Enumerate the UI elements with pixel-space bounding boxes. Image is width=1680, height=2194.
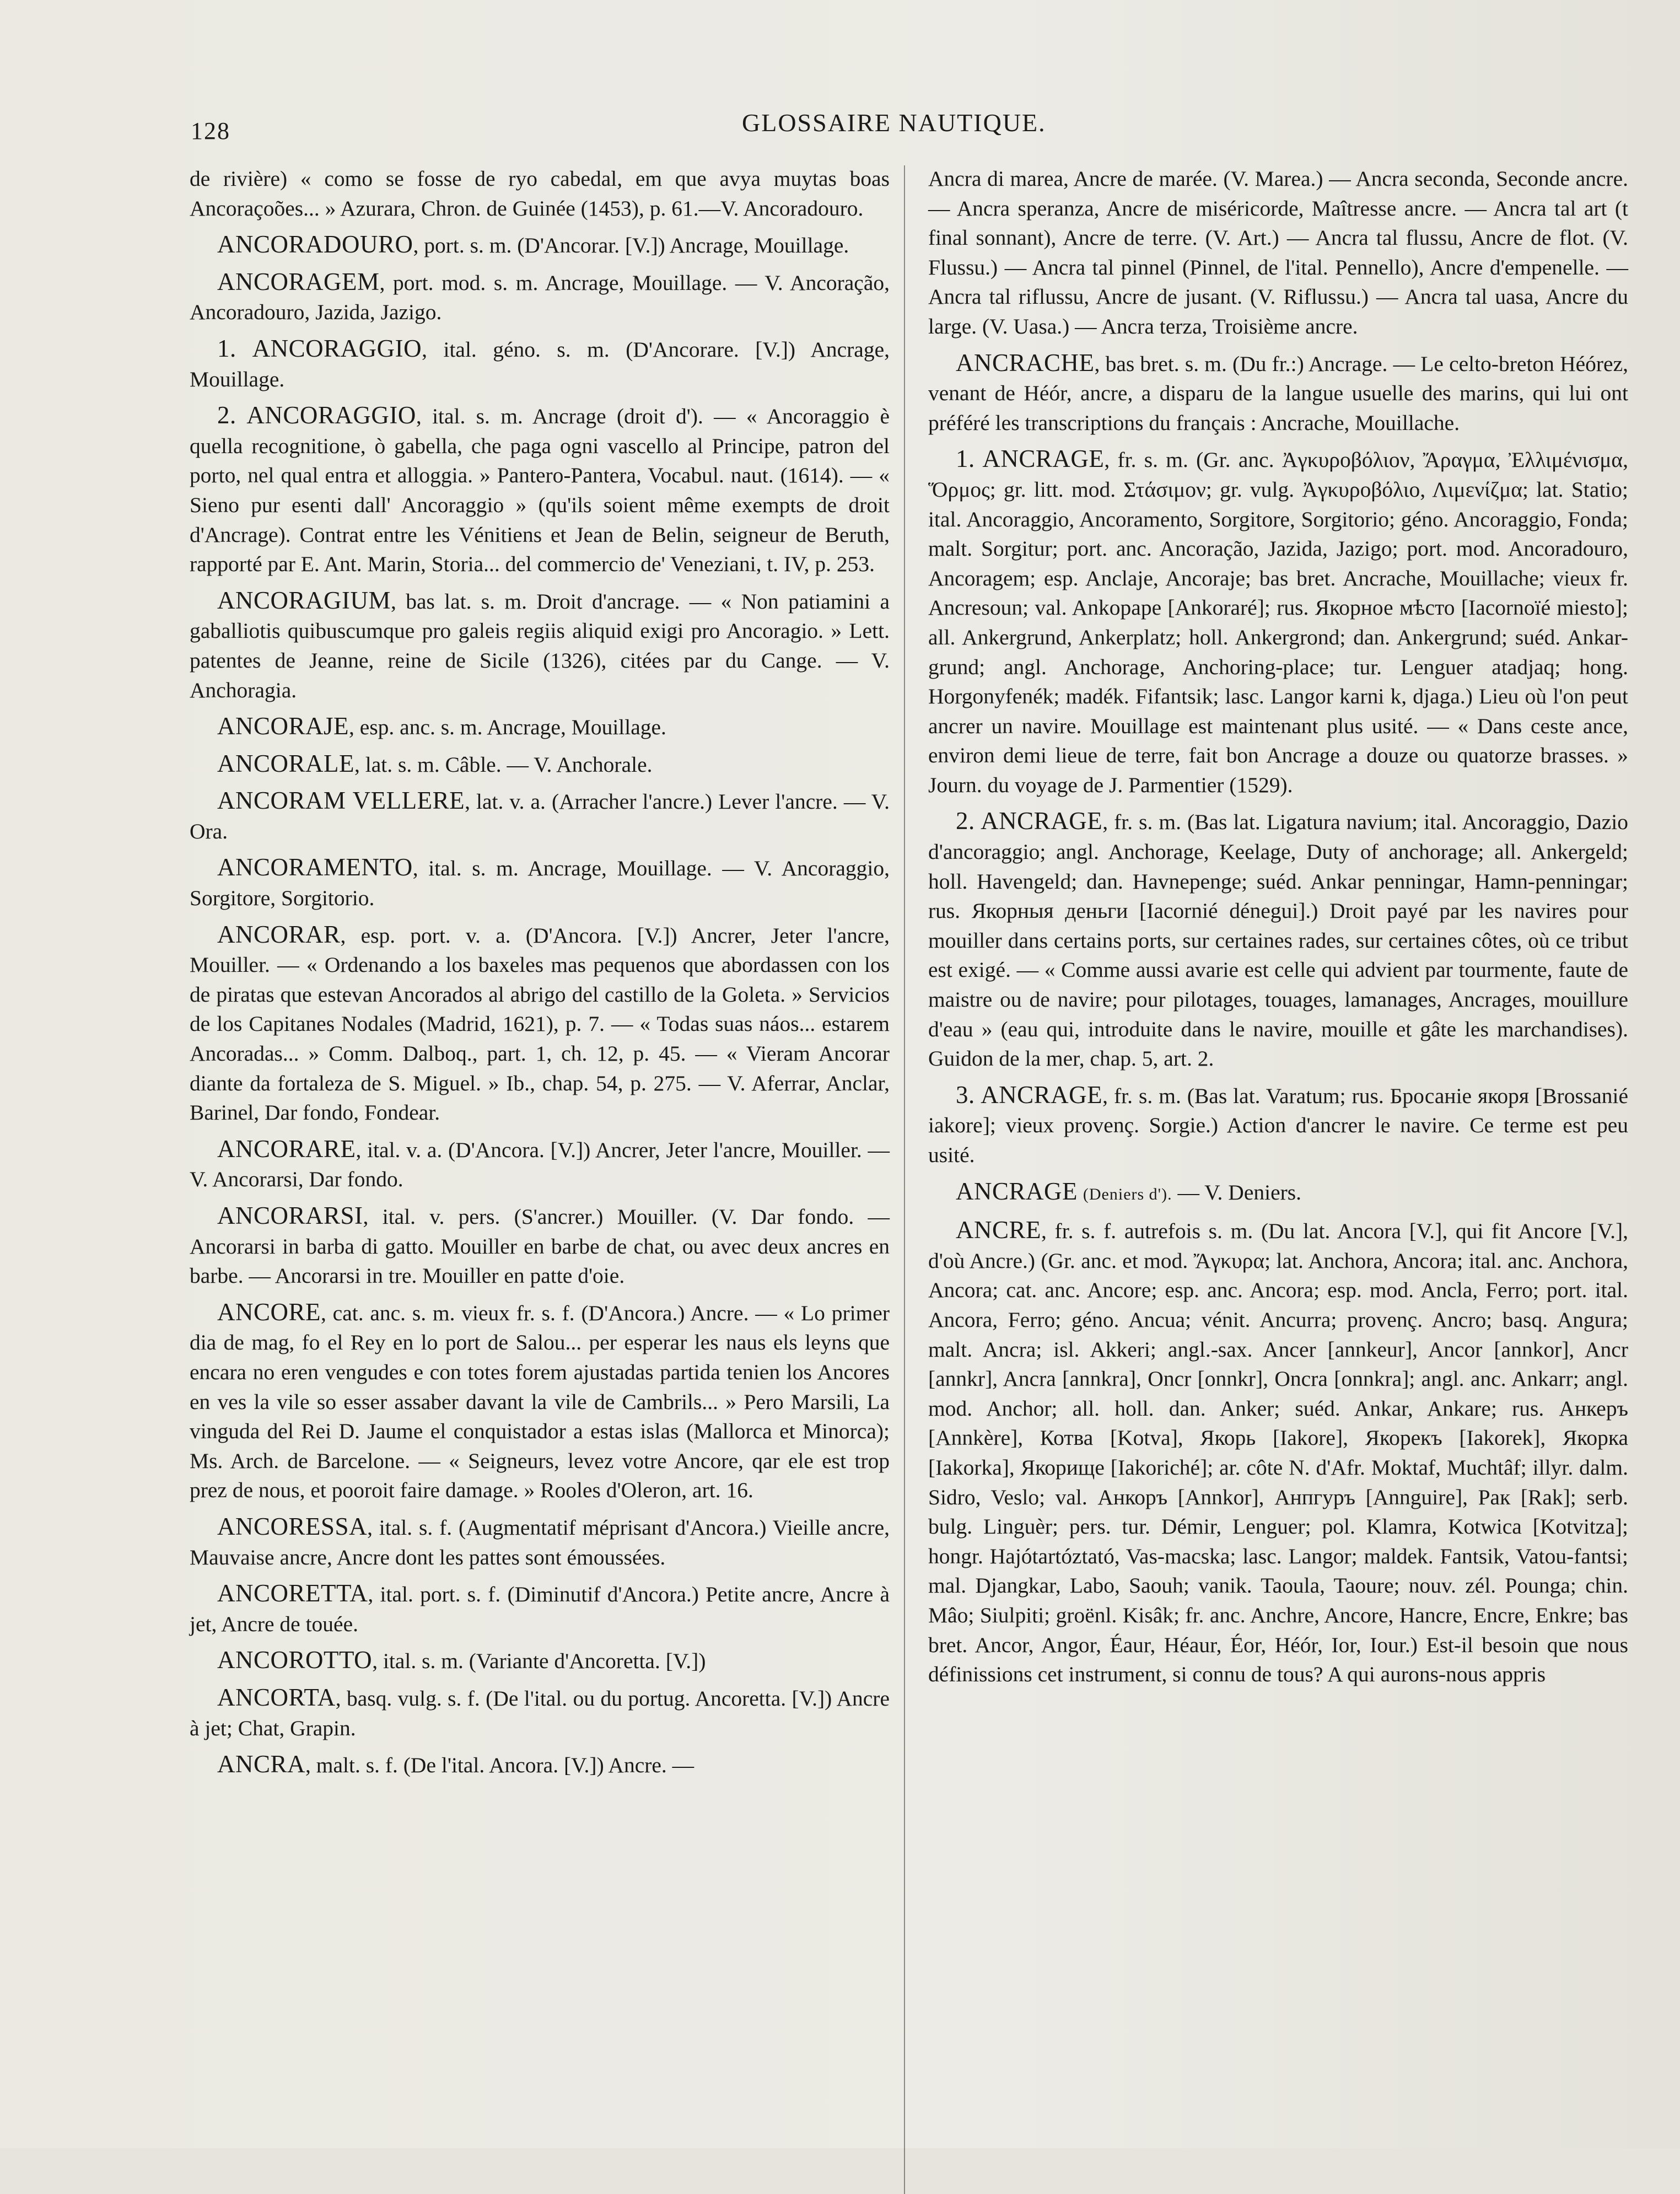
- dictionary-entry: [190, 712, 890, 743]
- entry-headword: ANCRA: [217, 1750, 306, 1778]
- entry-text: , port. s. m. (D'Ancorar. [V.]) Ancrage, Mouillage.: [413, 233, 849, 258]
- dictionary-entry: [928, 348, 1628, 438]
- entry-text: , fr. s. m. (Bas lat. Ligatura navium; ital. Ancoraggio, Dazio d'ancoraggio; angl. Anchorage, Keelage, Duty of anchorage; all. Ankergeld; holl. Havengeld; dan. Havnepenge; suéd. Ankar penningar, Hamn-penningar; rus. Якорныя деньги [Iacornié dénegui].) Droit payé par les navires pour mouiller dans certains ports, sur certaines rades, sur certaines côtes, où ce tribut est exigé. — « Comme aussi avarie est celle qui advient par tourmente, faute de maistre ou de navire; pour pilotages, touages, lamanages, Ancrages, mouillure d'eau » (eau qui, introduite dans le navire, mouille et gâte les marchandises). Guidon de la mer, chap. 5, art. 2.: [928, 810, 1628, 1071]
- entry-text: , cat. anc. s. m. vieux fr. s. f. (D'Ancora.) Ancre. — « Lo primer dia de mag, fo el Rey en lo port de Salou... per esperar les naus els leyns que encara no eren vengudes e con totes forem ajustadas partida tenien los Ancores en ves la vile so esser assaber davant la vile de Cambrils... » Pero Marsili, La vinguda del Rei D. Jaume el conquistador a estas islas (Mallorca et Minorca); Ms. Arch. de Barcelone. — « Seigneurs, levez votre Ancore, qar ele est trop prez de nous, et pooroit faire damage. » Rooles d'Oleron, art. 16.: [190, 1300, 890, 1503]
- entry-text: , esp. port. v. a. (D'Ancora. [V.]) Ancrer, Jeter l'ancre, Mouiller. — « Ordenando a los baxeles mas pequenos que abordassen con los de piratas que estevan Ancorados al abrigo del castillo de la Goleta. » Servicios de los Capitanes Nodales (Madrid, 1621), p. 7. — « Todas suas náos... estarem Ancoradas... » Comm. Dalboq., part. 1, ch. 12, p. 45. — « Vieram Ancorar diante da fortaleza de S. Miguel. » Ib., chap. 54, p. 275. — V. Aferrar, Anclar, Barinel, Dar fondo, Fondear.: [190, 923, 890, 1125]
- dictionary-entry: [928, 806, 1628, 1073]
- entry-text: , bas bret. s. m. (Du fr.:) Ancrage. — Le celto-breton Héórez, venant de Héór, ancre, a disparu de la langue usuelle des marins, qui lui ont préféré les transcriptions du français : Ancrache, Mouillache.: [928, 351, 1628, 435]
- dictionary-entry: [928, 444, 1628, 800]
- entry-headword: 2. ANCRAGE: [956, 807, 1103, 835]
- running-head: GLOSSAIRE NAUTIQUE.: [742, 109, 1046, 137]
- right-column: [928, 164, 1628, 1696]
- entry-text: , ital. v. pers. (S'ancrer.) Mouiller. (V. Dar fondo. — Ancorarsi in barba di gatto. Mouiller en barbe de chat, ou avec deux ancres en barbe. — Ancorarsi in tre. Mouiller en patte d'oie.: [190, 1204, 890, 1288]
- entry-headword: 3. ANCRAGE: [956, 1080, 1103, 1109]
- dictionary-entry: [190, 1134, 890, 1195]
- dictionary-entry: [928, 1177, 1628, 1209]
- entry-headword: ANCORESSA: [217, 1512, 368, 1540]
- entry-text: , port. mod. s. m. Ancrage, Mouillage. — V. Ancoração, Ancoradouro, Jazida, Jazigo.: [190, 270, 890, 325]
- entry-text: , lat. s. m. Câble. — V. Anchorale.: [354, 752, 653, 777]
- entry-text: , ital. s. m. Ancrage, Mouillage. — V. Ancoraggio, Sorgitore, Sorgitorio.: [190, 856, 890, 911]
- entry-headword: 1. ANCORAGGIO: [217, 334, 422, 362]
- entry-text: , ital. v. a. (D'Ancora. [V.]) Ancrer, Jeter l'ancre, Mouiller. — V. Ancorarsi, Dar fondo.: [190, 1137, 890, 1192]
- entry-headword: ANCRE: [956, 1216, 1042, 1244]
- entry-text: , fr. s. f. autrefois s. m. (Du lat. Ancora [V.], qui fit Ancore [V.], d'où Ancre.) (Gr. anc. et mod. Ἄγκυρα; lat. Anchora, Ancora; ital. anc. Anchora, Ancora; cat. anc. Ancore; esp. anc. Ancora; esp. mod. Ancla, Ferro; port. ital. Ancora, Ferro; géno. Ancua; vénit. Ancurra; provenç. Ancro; basq. Angura; malt. Ancra; isl. Akkeri; angl.-sax. Ancer [annkeur], Ancor [annkor], Ancr [annkr], Ancra [annkra], Oncr [onnkr], Oncra [onnkra]; angl. anc. Ankarr; angl. mod. Anchor; all. holl. dan. Anker; suéd. Ankar, Ankare; rus. Анкеръ [Annkère], Котва [Kotva], Якорь [Iakore], Якорекъ [Iakorek], Якорка [Iakorka], Якорище [Iakoriché]; ar. côte N. d'Afr. Moktaf, Muchtâf; illyr. dalm. Sidro, Veslo; val. Анкоръ [Annkor], Анпгуръ [Annguire], Рак [Rak]; serb. bulg. Linguèr; pers. tur. Démir, Lenguer; pol. Klamra, Kotwica [Kotvitza]; hongr. Hajótartóztató, Vas-macska; lasc. Langor; maldek. Fantsik, Vatou-fantsi; mal. Djangkar, Labo, Saouh; vanik. Taoula, Taoure; nouv. zél. Pounga; chin. Mâo; Siulpiti; groënl. Kisâk; fr. anc. Anchre, Ancore, Hancre, Encre, Enkre; bas bret. Ancor, Angor, Éaur, Héaur, Éor, Héór, Ior, Iour.) Est-il besoin que nous définissions cet instrument, si connu de tous? A qui aurons-nous appris: [928, 1219, 1628, 1687]
- entry-headword: ANCORAJE: [217, 712, 349, 740]
- dictionary-entry: [928, 164, 1628, 342]
- entry-headword: ANCORADOURO: [217, 230, 413, 259]
- entry-headword: ANCORAGIUM: [217, 586, 391, 614]
- entry-text: , esp. anc. s. m. Ancrage, Mouillage.: [349, 715, 666, 740]
- dictionary-entry: [190, 1201, 890, 1291]
- entry-text: Ancra di marea, Ancre de marée. (V. Marea.) — Ancra seconda, Seconde ancre. — Ancra speranza, Ancre de miséricorde, Maîtresse ancre. — Ancra tal art (t final sonnant), Ancre de terre. (V. Art.) — Ancra tal flussu, Ancre de flot. (V. Flussu.) — Ancra tal pinnel (Pinnel, de l'ital. Pennello), Ancre d'empenelle. — Ancra tal riflussu, Ancre de jusant. (V. Riflussu.) — Ancra tal uasa, Ancre du large. (V. Uasa.) — Ancra terza, Troisième ancre.: [928, 166, 1628, 338]
- entry-text: , lat. v. a. (Arracher l'ancre.) Lever l'ancre. — V. Ora.: [190, 789, 890, 843]
- entry-text: , ital. s. m. (Variante d'Ancoretta. [V.]): [372, 1649, 706, 1674]
- entry-headword: ANCORAMENTO: [217, 853, 413, 881]
- entry-qualifier: (Deniers d').: [1083, 1185, 1172, 1203]
- page-number: 128: [191, 117, 230, 144]
- column-divider: [904, 165, 905, 2194]
- entry-text: — V. Deniers.: [1172, 1180, 1302, 1204]
- entry-headword: ANCORAR: [217, 920, 341, 948]
- entry-headword: ANCORARSI: [217, 1202, 363, 1229]
- dictionary-entry: [928, 1080, 1628, 1170]
- dictionary-entry: [190, 1750, 890, 1781]
- dictionary-entry: [190, 920, 890, 1128]
- dictionary-entry: [190, 1512, 890, 1572]
- entry-headword: 1. ANCRAGE: [956, 445, 1105, 473]
- entry-text: , ital. s. m. Ancrage (droit d'). — « Ancoraggio è quella recognitione, ò gabella, che paga ogni vascello al Principe, patron del porto, nel qual entra et alloggia. » Pantero-Pantera, Vocabul. naut. (1614). — « Sieno pur esenti dall' Ancoraggio » (qu'ils soient même exempts de droit d'Ancrage). Contrat entre les Vénitiens et Jean de Belin, seigneur de Beruth, rapporté par E. Ant. Marin, Storia... del commercio de' Veneziani, t. IV, p. 253.: [190, 404, 890, 577]
- entry-headword: ANCORAGEM: [217, 267, 380, 295]
- dictionary-entry: [190, 853, 890, 913]
- dictionary-entry: [190, 164, 890, 223]
- entry-headword: ANCRACHE: [956, 348, 1095, 377]
- dictionary-entry: [190, 401, 890, 579]
- entry-headword: ANCORAM VELLERE: [217, 787, 465, 815]
- entry-headword: 2. ANCORAGGIO: [217, 401, 416, 429]
- entry-headword: ANCRAGE: [956, 1177, 1078, 1205]
- entry-text: , ital. port. s. f. (Diminutif d'Ancora.) Petite ancre, Ancre à jet, Ancre de touée.: [190, 1582, 890, 1636]
- entry-headword: ANCORALE: [217, 749, 354, 777]
- dictionary-entry: [190, 586, 890, 705]
- entry-text: , ital. géno. s. m. (D'Ancorare. [V.]) Ancrage, Mouillage.: [190, 337, 890, 391]
- dictionary-entry: [190, 786, 890, 846]
- left-column: [190, 164, 890, 1787]
- dictionary-entry: [190, 230, 890, 261]
- dictionary-entry: [190, 1646, 890, 1676]
- dictionary-entry: [190, 749, 890, 780]
- entry-headword: ANCORARE: [217, 1134, 356, 1163]
- dictionary-entry: [190, 1683, 890, 1743]
- entry-headword: ANCORETTA: [217, 1579, 368, 1607]
- entry-text: , ital. s. f. (Augmentatif méprisant d'Ancora.) Vieille ancre, Mauvaise ancre, Ancre dont les pattes sont émoussées.: [190, 1515, 890, 1569]
- entry-text: , fr. s. m. (Bas lat. Varatum; rus. Бросаніе якоря [Brossanié iakore]; vieux provenç. Sorgie.) Action d'ancrer le navire. Ce terme est peu usité.: [928, 1083, 1628, 1167]
- entry-text: , bas lat. s. m. Droit d'ancrage. — « Non patiamini a gaballiotis quibuscumque pro galeis regiis aliquid exigi pro Ancoragio. » Lett. patentes de Jeanne, reine de Sicile (1326), citées par du Cange. — V. Anchoragia.: [190, 589, 890, 702]
- entry-text: de rivière) « como se fosse de ryo cabedal, em que avya muytas boas Ancoraçoões... » Azurara, Chron. de Guinée (1453), p. 61.—V. Ancoradouro.: [190, 166, 890, 221]
- entry-text: , fr. s. m. (Gr. anc. Ἀγκυροβόλιον, Ἄραγμα, Ἐλλιμένισμα, Ὅρμος; gr. litt. mod. Στάσιμον; gr. vulg. Ἀγκυροβόλιο, Λιμενίζμα; lat. Statio; ital. Ancoraggio, Ancoramento, Sorgitore, Sorgitorio; géno. Ancoraggio, Fonda; malt. Sorgitur; port. anc. Ancoração, Jazida, Jazigo; port. mod. Ancoradouro, Ancoragem; esp. Anclaje, Ancoraje; bas bret. Ancrache, Mouillache; vieux fr. Ancresoun; val. Ankopape [Ankoraré]; rus. Якорное мѣсто [Iacornoïé miesto]; all. Ankergrund, Ankerplatz; holl. Ankergrond; dan. Ankergrund; suéd. Ankar-grund; angl. Anchorage, Anchoring-place; tur. Lenguer atadjaq; hong. Horgonyfenék; madék. Fifantsik; lasc. Langor karni k, djaga.) Lieu où l'on peut ancrer un navire. Mouillage est maintenant plus usité. — « Dans ceste ance, environ demi lieue de terre, fait bon Ancrage a douze ou quatorze brasses. » Journ. du voyage de J. Parmentier (1529).: [928, 448, 1628, 797]
- entry-text: , malt. s. f. (De l'ital. Ancora. [V.]) Ancre. —: [305, 1753, 694, 1778]
- dictionary-entry: [928, 1216, 1628, 1690]
- entry-text: , basq. vulg. s. f. (De l'ital. ou du portug. Ancoretta. [V.]) Ancre à jet; Chat, Grapin.: [190, 1686, 890, 1740]
- dictionary-entry: [190, 334, 890, 394]
- entry-headword: ANCORTA: [217, 1683, 336, 1711]
- dictionary-entry: [190, 1298, 890, 1505]
- dictionary-entry: [190, 1579, 890, 1639]
- entry-headword: ANCOROTTO: [217, 1646, 373, 1674]
- entry-headword: ANCORE: [217, 1298, 321, 1326]
- dictionary-entry: [190, 267, 890, 327]
